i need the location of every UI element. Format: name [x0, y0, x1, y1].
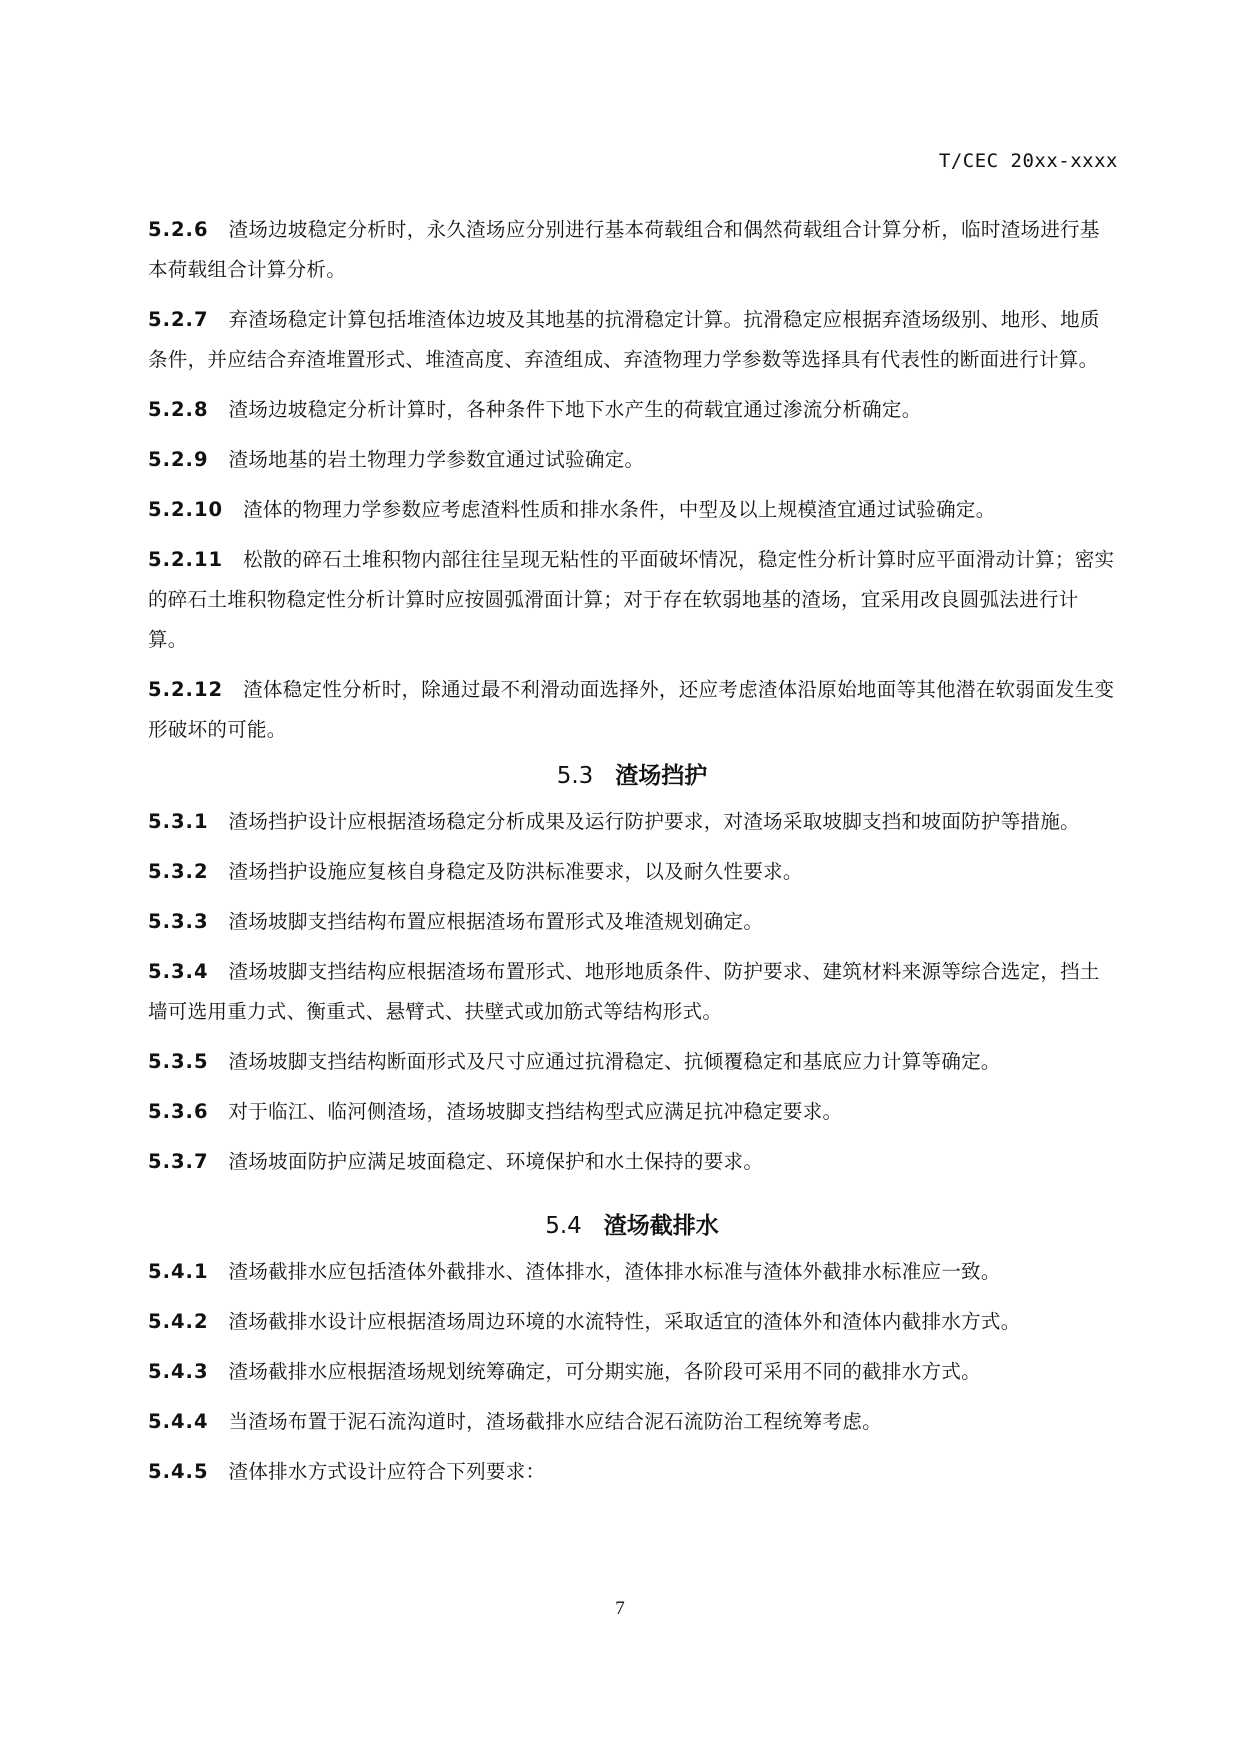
clause-number: 5.4.2 — [148, 1310, 209, 1333]
clause-text: 渣场坡面防护应满足坡面稳定、环境保护和水土保持的要求。 — [228, 1150, 764, 1173]
clause-number: 5.4.4 — [148, 1410, 209, 1433]
clause-5-3-2 — [148, 852, 1116, 892]
clause-number: 5.3.2 — [148, 860, 209, 883]
clause-5-3-1 — [148, 802, 1116, 842]
clause-text: 渣场坡脚支挡结构断面形式及尺寸应通过抗滑稳定、抗倾覆稳定和基底应力计算等确定。 — [228, 1050, 1001, 1073]
clause-5-3-3 — [148, 902, 1116, 942]
clause-number: 5.3.3 — [148, 910, 209, 933]
clause-number: 5.2.9 — [148, 448, 209, 471]
clause-text: 渣场截排水应根据渣场规划统筹确定，可分期实施，各阶段可采用不同的截排水方式。 — [228, 1360, 981, 1383]
clause-text: 松散的碎石土堆积物内部往往呈现无粘性的平面破坏情况，稳定性分析计算时应平面滑动计算；密实的碎石土堆积物稳定性分析计算时应按圆弧滑面计算；对于存在软弱地基的渣场，宜采用改良圆弧法进行计算。 — [148, 548, 1115, 651]
clause-text: 渣场坡脚支挡结构应根据渣场布置形式、地形地质条件、防护要求、建筑材料来源等综合选定，挡土墙可选用重力式、衡重式、悬臂式、扶壁式或加筋式等结构形式。 — [148, 960, 1100, 1023]
clause-text: 渣场边坡稳定分析时，永久渣场应分别进行基本荷载组合和偶然荷载组合计算分析，临时渣场进行基本荷载组合计算分析。 — [148, 218, 1100, 281]
clause-5-4-3 — [148, 1352, 1116, 1392]
clause-text: 渣体的物理力学参数应考虑渣料性质和排水条件，中型及以上规模渣宜通过试验确定。 — [243, 498, 996, 521]
clause-text: 渣场坡脚支挡结构布置应根据渣场布置形式及堆渣规划确定。 — [228, 910, 764, 933]
section-heading-5-3 — [148, 756, 1116, 796]
clause-text: 渣场挡护设计应根据渣场稳定分析成果及运行防护要求，对渣场采取坡脚支挡和坡面防护等措施。 — [228, 810, 1080, 833]
clause-5-4-4 — [148, 1402, 1116, 1442]
clause-5-2-12 — [148, 670, 1116, 750]
section-number: 5.3 — [556, 763, 594, 789]
clause-number: 5.3.7 — [148, 1150, 209, 1173]
clause-number: 5.4.1 — [148, 1260, 209, 1283]
page-number: 7 — [615, 1598, 625, 1619]
section-title: 渣场挡护 — [615, 763, 708, 789]
document-code: T/CEC 20xx-xxxx — [938, 150, 1118, 172]
clause-number: 5.4.5 — [148, 1460, 209, 1483]
clause-number: 5.2.11 — [148, 548, 224, 571]
clause-5-4-1 — [148, 1252, 1116, 1292]
clause-text: 渣体稳定性分析时，除通过最不利滑动面选择外，还应考虑渣体沿原始地面等其他潜在软弱面发生变形破坏的可能。 — [148, 678, 1115, 741]
page-content — [148, 210, 1116, 1502]
clause-5-3-5 — [148, 1042, 1116, 1082]
clause-number: 5.3.4 — [148, 960, 209, 983]
clause-text: 渣场挡护设施应复核自身稳定及防洪标准要求，以及耐久性要求。 — [228, 860, 803, 883]
clause-number: 5.3.5 — [148, 1050, 209, 1073]
section-heading-5-4 — [148, 1206, 1116, 1246]
clause-text: 当渣场布置于泥石流沟道时，渣场截排水应结合泥石流防治工程统筹考虑。 — [228, 1410, 882, 1433]
clause-number: 5.3.1 — [148, 810, 209, 833]
clause-number: 5.2.6 — [148, 218, 209, 241]
clause-text: 渣场截排水应包括渣体外截排水、渣体排水，渣体排水标准与渣体外截排水标准应一致。 — [228, 1260, 1001, 1283]
clause-text: 弃渣场稳定计算包括堆渣体边坡及其地基的抗滑稳定计算。抗滑稳定应根据弃渣场级别、地形、地质条件，并应结合弃渣堆置形式、堆渣高度、弃渣组成、弃渣物理力学参数等选择具有代表性的断面进行计算。 — [148, 308, 1100, 371]
clause-text: 渣场截排水设计应根据渣场周边环境的水流特性，采取适宜的渣体外和渣体内截排水方式。 — [228, 1310, 1021, 1333]
clause-number: 5.2.12 — [148, 678, 224, 701]
clause-text: 对于临江、临河侧渣场，渣场坡脚支挡结构型式应满足抗冲稳定要求。 — [228, 1100, 843, 1123]
clause-5-4-5 — [148, 1452, 1116, 1492]
clause-number: 5.2.10 — [148, 498, 224, 521]
clause-5-2-10 — [148, 490, 1116, 530]
clause-5-3-4 — [148, 952, 1116, 1032]
clause-number: 5.2.7 — [148, 308, 209, 331]
clause-text: 渣场地基的岩土物理力学参数宜通过试验确定。 — [228, 448, 645, 471]
clause-text: 渣体排水方式设计应符合下列要求： — [228, 1460, 546, 1483]
clause-5-4-2 — [148, 1302, 1116, 1342]
section-number: 5.4 — [545, 1213, 582, 1239]
clause-5-3-7 — [148, 1142, 1116, 1182]
clause-text: 渣场边坡稳定分析计算时，各种条件下地下水产生的荷载宜通过渗流分析确定。 — [228, 398, 922, 421]
section-title: 渣场截排水 — [603, 1213, 719, 1239]
clause-number: 5.4.3 — [148, 1360, 209, 1383]
clause-5-2-6 — [148, 210, 1116, 290]
clause-5-2-9 — [148, 440, 1116, 480]
clause-5-2-11 — [148, 540, 1116, 660]
clause-5-3-6 — [148, 1092, 1116, 1132]
clause-5-2-7 — [148, 300, 1116, 380]
clause-5-2-8 — [148, 390, 1116, 430]
clause-number: 5.2.8 — [148, 398, 209, 421]
clause-number: 5.3.6 — [148, 1100, 209, 1123]
